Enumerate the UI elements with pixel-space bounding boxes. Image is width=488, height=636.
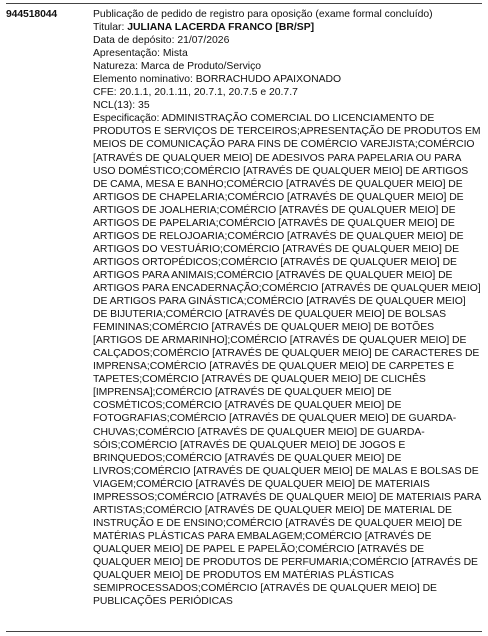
nominative-element: Elemento nominativo: BORRACHUDO APAIXONADO (93, 74, 342, 86)
cfe-codes: CFE: 20.1.1, 20.1.11, 20.7.1, 20.7.5 e 20.7.7 (93, 87, 298, 99)
ncl-class: NCL(13): 35 (93, 100, 150, 112)
publication-details (93, 8, 481, 608)
holder-name: JULIANA LACERDA FRANCO [BR/SP] (127, 22, 315, 34)
filing-date: Data de depósito: 21/07/2026 (93, 35, 230, 47)
process-number: 944518044 (6, 9, 58, 20)
specification-text: Especificação: ADMINISTRAÇÃO COMERCIAL DO LICENCIAMENTO DE PRODUTOS E SERVIÇOS DE TERCEIROS;APRESENTAÇÃO DE PRODUTOS EM MEIOS DE COMUNICAÇÃO PARA FINS DE COMÉRCIO VAREJISTA;COMÉRCIO [ATRAVÉS DE QUALQUER MEIO] DE ADESIVOS PARA PAPELARIA OU PARA USO DOMÉSTICO;COMÉRCIO [ATRAVÉS DE QUALQUER MEIO] DE ARTIGOS DE CAMA, MESA E BANHO;COMÉRCIO [ATRAVÉS DE QUALQUER MEIO] DE ARTIGOS DE CHAPELARIA;COMÉRCIO [ATRAVÉS DE QUALQUER MEIO] DE ARTIGOS DE JOALHERIA;COMÉRCIO [ATRAVÉS DE QUALQUER MEIO] DE ARTIGOS DE PAPELARIA;COMÉRCIO [ATRAVÉS DE QUALQUER MEIO] DE ARTIGOS DE RELOJOARIA;COMÉRCIO [ATRAVÉS DE QUALQUER MEIO] DE ARTIGOS DO VESTUÁRIO;COMÉRCIO [ATRAVÉS DE QUALQUER MEIO] DE ARTIGOS ORTOPÉDICOS;COMÉRCIO [ATRAVÉS DE QUALQUER MEIO] DE ARTIGOS PARA ANIMAIS;COMÉRCIO [ATRAVÉS DE QUALQUER MEIO] DE ARTIGOS PARA ENCADERNAÇÃO;COMÉRCIO [ATRAVÉS DE QUALQUER MEIO] DE ARTIGOS PARA GINÁSTICA;COMÉRCIO [ATRAVÉS DE QUALQUER MEIO] DE BIJUTERIA;COMÉRCIO [ATRAVÉS DE QUALQUER MEIO] DE BOLSAS FEMININAS;COMÉRCIO [ATRAVÉS DE QUALQUER MEIO] DE BOTÕES [ARTIGOS DE ARMARINHO];COMÉRCIO [ATRAVÉS DE QUALQUER MEIO] DE CALÇADOS;COMÉRCIO [ATRAVÉS DE QUALQUER MEIO] DE CARACTERES DE IMPRENSA;COMÉRCIO [ATRAVÉS DE QUALQUER MEIO] DE CARPETES E TAPETES;COMÉRCIO [ATRAVÉS DE QUALQUER MEIO] DE CLICHÊS [IMPRENSA];COMÉRCIO [ATRAVÉS DE QUALQUER MEIO] DE COSMÉTICOS;COMÉRCIO [ATRAVÉS DE QUALQUER MEIO] DE FOTOGRAFIAS;COMÉRCIO [ATRAVÉS DE QUALQUER MEIO] DE GUARDA-CHUVAS;COMÉRCIO [ATRAVÉS DE QUALQUER MEIO] DE GUARDA-SÓIS;COMÉRCIO [ATRAVÉS DE QUALQUER MEIO] DE JOGOS E BRINQUEDOS;COMÉRCIO [ATRAVÉS DE QUALQUER MEIO] DE LIVROS;COMÉRCIO [ATRAVÉS DE QUALQUER MEIO] DE MALAS E BOLSAS DE VIAGEM;COMÉRCIO [ATRAVÉS DE QUALQUER MEIO] DE MATERIAIS IMPRESSOS;COMÉRCIO [ATRAVÉS DE QUALQUER MEIO] DE MATERIAIS PARA ARTISTAS;COMÉRCIO [ATRAVÉS DE QUALQUER MEIO] DE MATERIAL DE INSTRUÇÃO E DE ENSINO;COMÉRCIO [ATRAVÉS DE QUALQUER MEIO] DE MATÉRIAS PLÁSTICAS PARA EMBALAGEM;COMÉRCIO [ATRAVÉS DE QUALQUER MEIO] DE PAPEL E PAPELÃO;COMÉRCIO [ATRAVÉS DE QUALQUER MEIO] DE PRODUTOS DE PERFUMARIA;COMÉRCIO [ATRAVÉS DE QUALQUER MEIO] DE PRODUTOS EM MATÉRIAS PLÁSTICAS SEMIPROCESSADOS;COMÉRCIO [ATRAVÉS DE QUALQUER MEIO] DE PUBLICAÇÕES PERIÓDICAS (93, 113, 481, 608)
presentation: Apresentação: Mista (93, 48, 188, 60)
nature: Natureza: Marca de Produto/Serviço (93, 61, 262, 73)
holder-label: Titular: (93, 22, 128, 34)
bottom-divider (6, 631, 482, 632)
dispatch-description: Publicação de pedido de registro para oposição (exame formal concluído) (93, 9, 433, 20)
holder (93, 21, 481, 34)
top-divider (6, 3, 482, 4)
